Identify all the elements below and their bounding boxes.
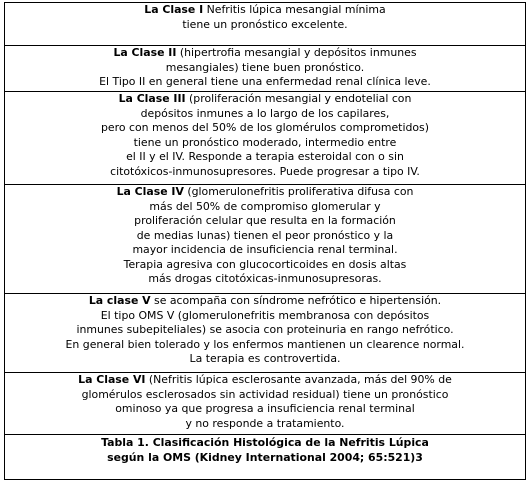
class-label: La Clase II — [113, 46, 177, 59]
row-text: Terapia agresiva con glucocorticoides en dosis altas — [123, 257, 407, 271]
table-row-class-1 — [5, 3, 525, 46]
row-text: (hipertrofia mesangial y depósitos inmunes — [176, 46, 417, 59]
row-text: El tipo OMS V (glomerulonefritis membranosa con depósitos — [100, 308, 430, 322]
row-text: Nefritis lúpica mesangial mínima — [203, 3, 386, 16]
row-line — [9, 150, 521, 165]
row-line — [9, 214, 521, 229]
table-caption — [5, 435, 525, 479]
row-text: el II y el IV. Responde a terapia esteroidal con o sin — [126, 150, 404, 163]
row-text: En general bien tolerado y los enfermos mantienen un clearence normal. — [65, 337, 465, 351]
row-line — [9, 309, 521, 324]
row-text: El Tipo II en general tiene una enfermedad renal clínica leve. — [99, 75, 431, 88]
row-line — [9, 46, 521, 61]
row-text: glomérulos esclerosados sin actividad residual) tiene un pronóstico — [81, 387, 449, 401]
row-line — [9, 417, 521, 432]
row-line — [9, 165, 521, 180]
row-text: (Nefritis lúpica esclerosante avanzada, más del 90% de — [145, 373, 452, 386]
row-line — [9, 272, 521, 287]
row-text: ominoso ya que progresa a insuficiencia renal terminal — [115, 402, 415, 415]
caption-line-1: Tabla 1. Clasificación Histológica de la Nefritis Lúpica — [101, 436, 429, 449]
row-text: La terapia es controvertida. — [189, 352, 341, 365]
row-line — [9, 294, 521, 309]
table-row-class-4 — [5, 185, 525, 294]
row-line — [9, 243, 521, 258]
row-text: y no responde a tratamiento. — [185, 416, 345, 430]
row-line — [9, 185, 521, 200]
table-row-class-6 — [5, 373, 525, 435]
class-label: La clase V — [88, 294, 151, 307]
row-text: (glomerulonefritis proliferativa difusa con — [183, 185, 414, 198]
table-row-class-3 — [5, 92, 525, 185]
row-text: tiene un pronóstico excelente. — [182, 17, 348, 31]
row-line — [9, 388, 521, 403]
class-label: La Clase IV — [116, 185, 184, 198]
row-text: tiene un pronóstico moderado, intermedio entre — [133, 135, 397, 149]
row-line — [9, 121, 521, 136]
row-text: inmunes subepiteliales) se asocia con proteinuria en rango nefrótico. — [76, 323, 454, 336]
row-text: citotóxicos-inmunosupresores. Puede progresar a tipo IV. — [110, 164, 420, 178]
row-line — [9, 92, 521, 107]
row-text: más drogas citotóxicas-inmunosupresoras. — [148, 272, 382, 285]
row-text: mesangiales) tiene buen pronóstico. — [165, 60, 365, 74]
classification-table — [4, 2, 526, 480]
class-label: La Clase I — [144, 3, 204, 16]
row-line — [9, 338, 521, 353]
row-line — [9, 136, 521, 151]
class-label: La Clase VI — [78, 373, 146, 386]
row-line — [9, 258, 521, 273]
caption-line-2: según la OMS (Kidney International 2004; 65:521)3 — [107, 450, 423, 464]
row-line — [9, 373, 521, 388]
row-line — [9, 61, 521, 76]
row-text: depósitos inmunes a lo largo de los capilares, — [140, 106, 390, 120]
row-text: (proliferación mesangial y endotelial con — [185, 92, 412, 105]
row-line — [9, 18, 521, 33]
row-text: proliferación celular que resulta en la formación — [134, 214, 396, 227]
table-row-class-5 — [5, 294, 525, 373]
class-label: La Clase III — [118, 92, 186, 105]
table-row-class-2 — [5, 46, 525, 92]
row-line — [9, 323, 521, 338]
row-text: se acompaña con síndrome nefrótico e hipertensión. — [150, 294, 442, 307]
row-line — [9, 107, 521, 122]
row-line — [9, 229, 521, 244]
row-text: mayor incidencia de insuficiencia renal terminal. — [132, 243, 398, 256]
row-text: más del 50% de compromiso glomerular y — [149, 199, 381, 213]
row-text: de medias lunas) tienen el peor pronóstico y la — [136, 228, 394, 242]
row-line — [9, 3, 521, 18]
row-line — [9, 200, 521, 215]
row-line — [9, 75, 521, 90]
row-line — [9, 352, 521, 367]
row-text: pero con menos del 50% de los glomérulos comprometidos) — [101, 121, 429, 134]
row-line — [9, 402, 521, 417]
